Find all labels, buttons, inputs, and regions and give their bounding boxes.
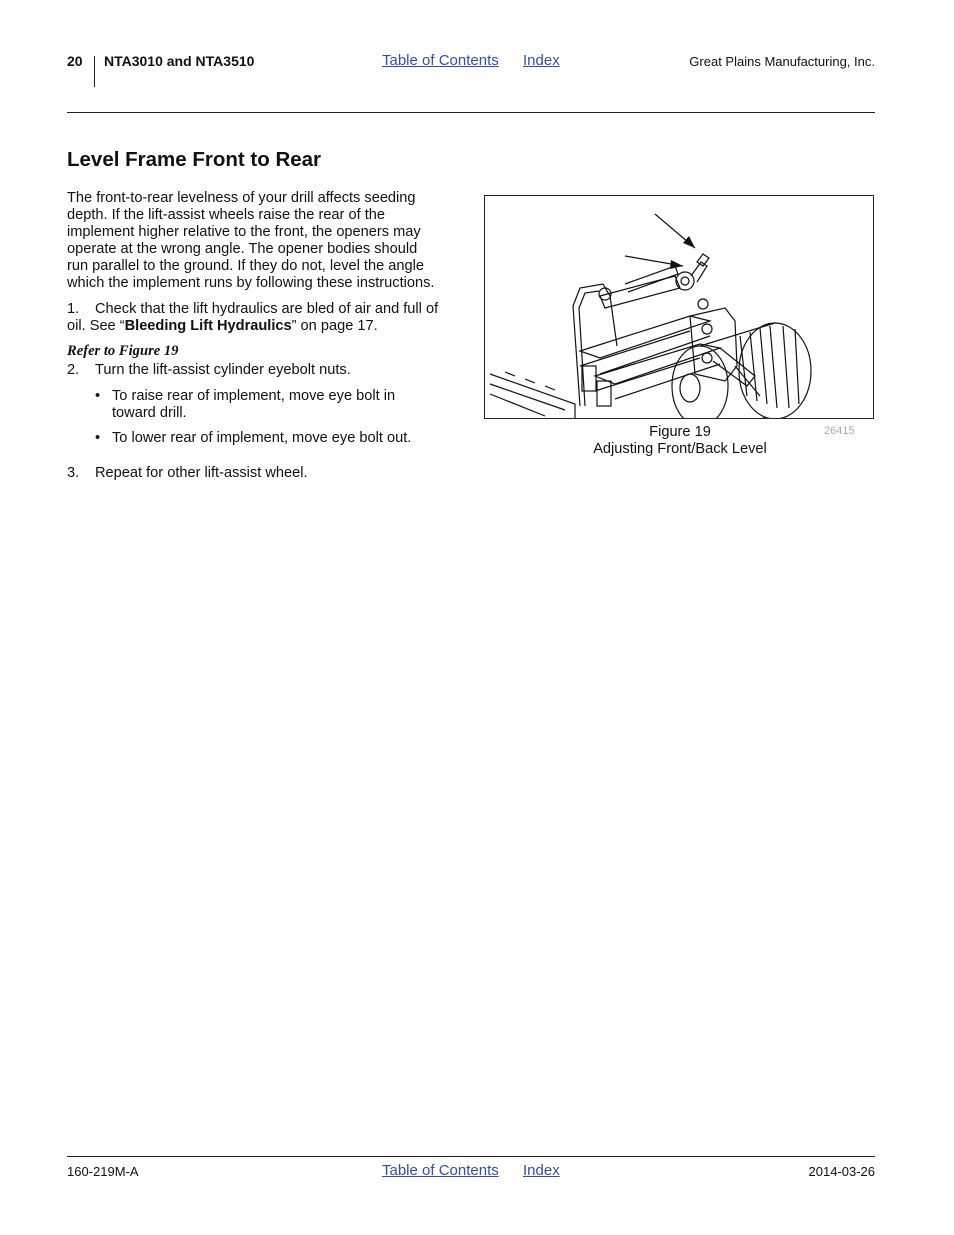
bullet-raise: To raise rear of implement, move eye bolt in toward drill. bbox=[112, 388, 396, 421]
figure-caption: Adjusting Front/Back Level bbox=[593, 441, 767, 457]
bullet-mark: • bbox=[95, 430, 101, 446]
page-number: 20 bbox=[67, 53, 83, 69]
intro-line: depth. If the lift-assist wheels raise the rear of the bbox=[67, 207, 385, 223]
footer-toc-link[interactable]: Table of Contents bbox=[382, 1162, 499, 1179]
section-title: Level Frame Front to Rear bbox=[67, 148, 322, 171]
intro-paragraph bbox=[67, 190, 467, 292]
step-3-text: Repeat for other lift-assist wheel. bbox=[95, 465, 308, 481]
bullet-mark: • bbox=[95, 388, 101, 404]
step-1-number: 1. bbox=[67, 301, 80, 317]
footer-index-link[interactable]: Index bbox=[523, 1162, 560, 1179]
header-toc-link[interactable]: Table of Contents bbox=[382, 52, 499, 69]
intro-line: run parallel to the ground. If they do not, level the angle bbox=[67, 258, 424, 274]
intro-line: operate at the wrong angle. The opener bodies should bbox=[67, 241, 418, 257]
bullet-lower: To lower rear of implement, move eye bolt out. bbox=[112, 430, 412, 446]
lift-assist-wheel-illustration bbox=[485, 196, 874, 419]
header-index-link[interactable]: Index bbox=[523, 52, 560, 69]
figure-label: Figure 19 bbox=[649, 424, 711, 440]
intro-line: implement higher relative to the front, the openers may bbox=[67, 224, 421, 240]
intro-line: The front-to-rear levelness of your drill affects seeding bbox=[67, 190, 416, 206]
header-rule bbox=[67, 112, 875, 113]
figure-19-frame bbox=[484, 195, 874, 419]
document-title: NTA3010 and NTA3510 bbox=[104, 53, 255, 69]
footer-rule bbox=[67, 1156, 875, 1157]
step-2-number: 2. bbox=[67, 362, 80, 378]
intro-line: which the implement runs by following these instructions. bbox=[67, 275, 435, 291]
header-divider bbox=[94, 56, 95, 87]
figure-image-number: 26415 bbox=[824, 425, 855, 437]
company-name: Great Plains Manufacturing, Inc. bbox=[689, 54, 875, 69]
step-2-text: Turn the lift-assist cylinder eyebolt nuts. bbox=[95, 362, 351, 378]
step-1-line2: oil. See “Bleeding Lift Hydraulics” on page 17. bbox=[67, 318, 378, 334]
doc-number: 160-219M-A bbox=[67, 1164, 139, 1179]
step-1-line1: Check that the lift hydraulics are bled of air and full of bbox=[95, 301, 439, 317]
refer-to-figure: Refer to Figure 19 bbox=[67, 343, 179, 359]
publication-date: 2014-03-26 bbox=[808, 1164, 875, 1179]
step-1-text bbox=[67, 301, 465, 335]
bleeding-lift-hydraulics-ref: Bleeding Lift Hydraulics bbox=[124, 318, 292, 334]
step-3-number: 3. bbox=[67, 465, 80, 481]
